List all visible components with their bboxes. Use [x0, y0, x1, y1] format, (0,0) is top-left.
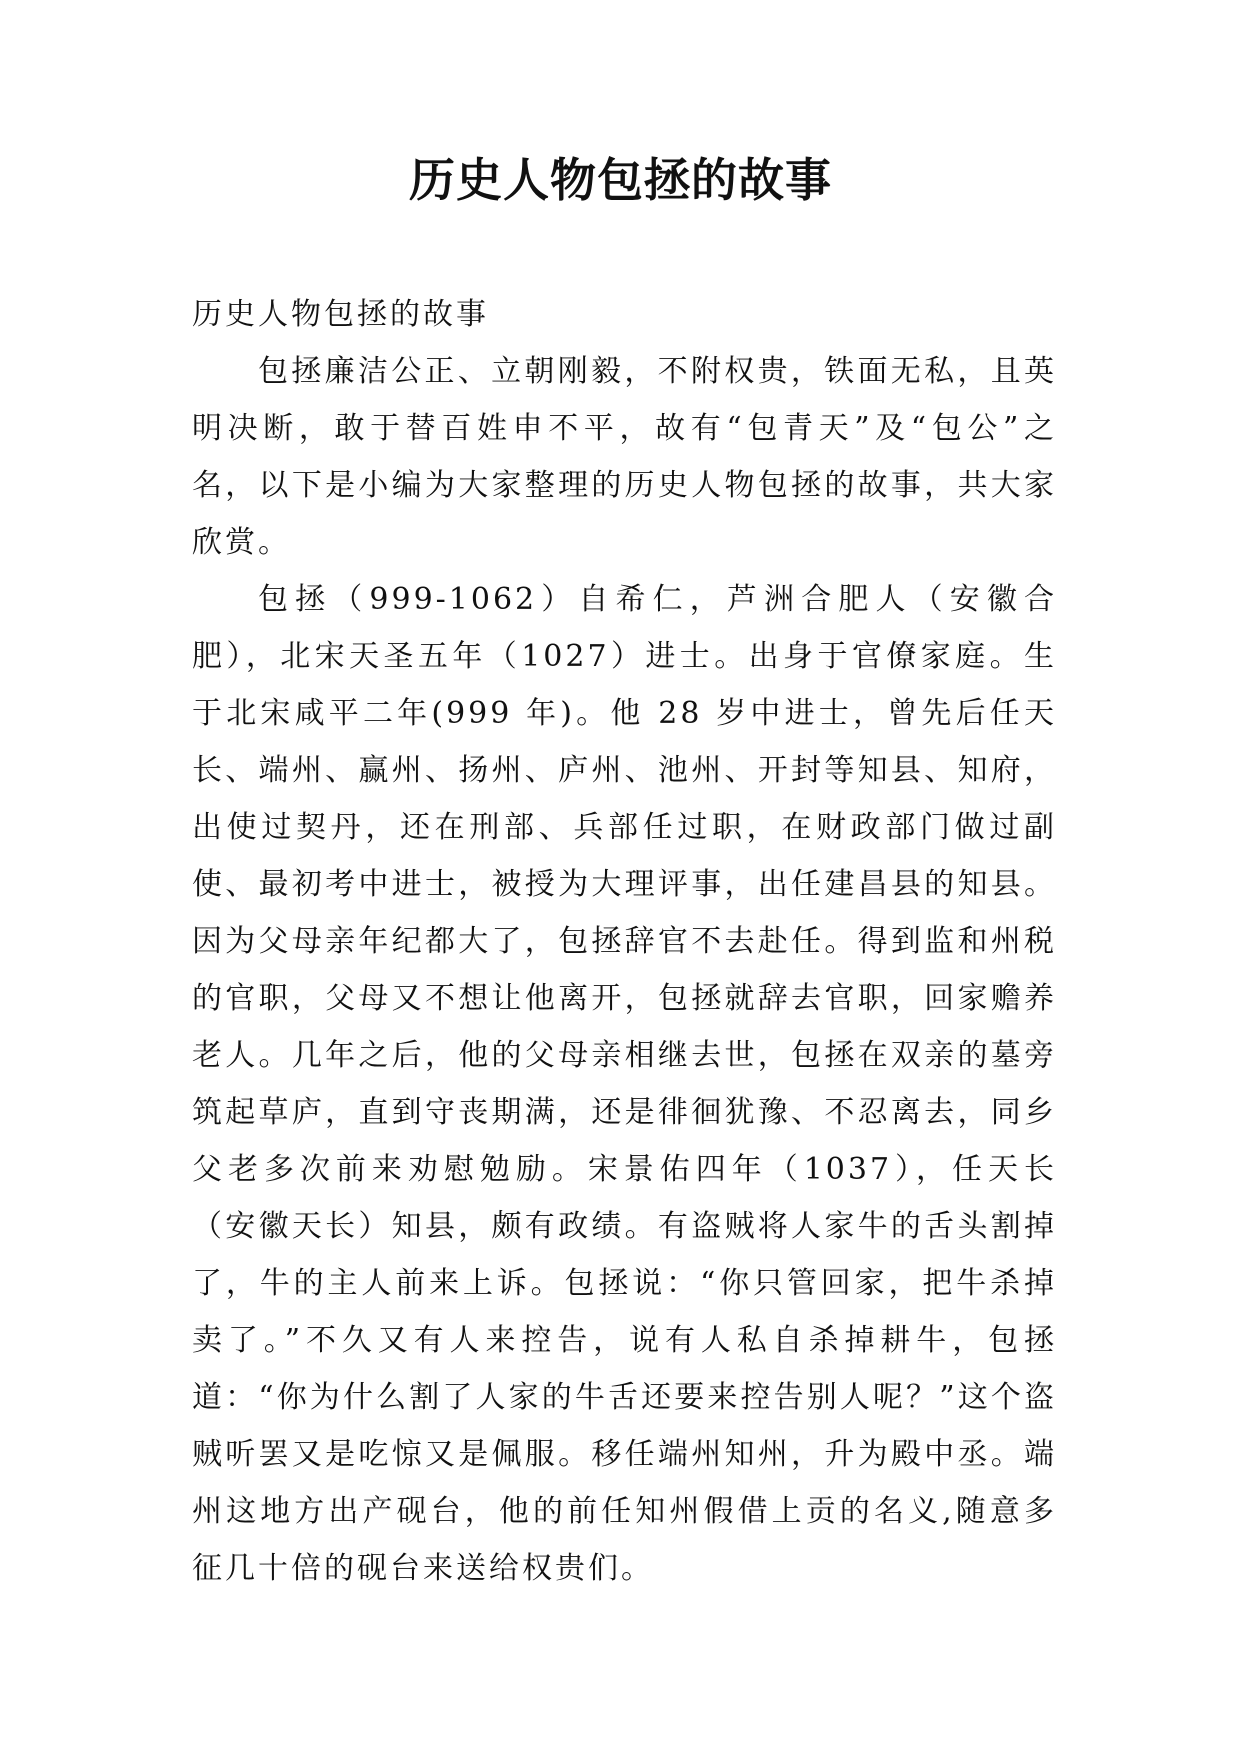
document-title: 历史人物包拯的故事: [409, 153, 832, 207]
document-subtitle: 历史人物包拯的故事: [192, 297, 489, 332]
document-body: [192, 286, 1057, 1597]
paragraph-biography: 包拯（999-1062）自希仁，芦洲合肥人（安徽合肥），北宋天圣五年（1027）进士。出身于官僚家庭。生于北宋咸平二年(999 年)。他 28 岁中进士，曾先后任天长、端州、赢州、扬州、庐州、池州、开封等知县、知府，出使过契丹，还在刑部、兵部任过职，在财政部门做过副使、最初考中进士，被授为大理评事，出任建昌县的知县。因为父母亲年纪都大了，包拯辞官不去赴任。得到监和州税的官职，父母又不想让他离开，包拯就辞去官职，回家赡养老人。几年之后，他的父母亲相继去世，包拯在双亲的墓旁筑起草庐，直到守丧期满，还是徘徊犹豫、不忍离去，同乡父老多次前来劝慰勉励。宋景佑四年（1037），任天长（安徽天长）知县，颇有政绩。有盗贼将人家牛的舌头割掉了，牛的主人前来上诉。包拯说：“你只管回家，把牛杀掉卖了。”不久又有人来控告，说有人私自杀掉耕牛，包拯道：“你为什么割了人家的牛舌还要来控告别人呢？”这个盗贼听罢又是吃惊又是佩服。移任端州知州，升为殿中丞。端州这地方出产砚台，他的前任知州假借上贡的名义,随意多征几十倍的砚台来送给权贵们。: [192, 582, 1057, 1586]
paragraph-intro: 包拯廉洁公正、立朝刚毅，不附权贵，铁面无私，且英明决断，敢于替百姓申不平，故有“包青天”及“包公”之名，以下是小编为大家整理的历史人物包拯的故事，共大家欣赏。: [192, 354, 1057, 560]
